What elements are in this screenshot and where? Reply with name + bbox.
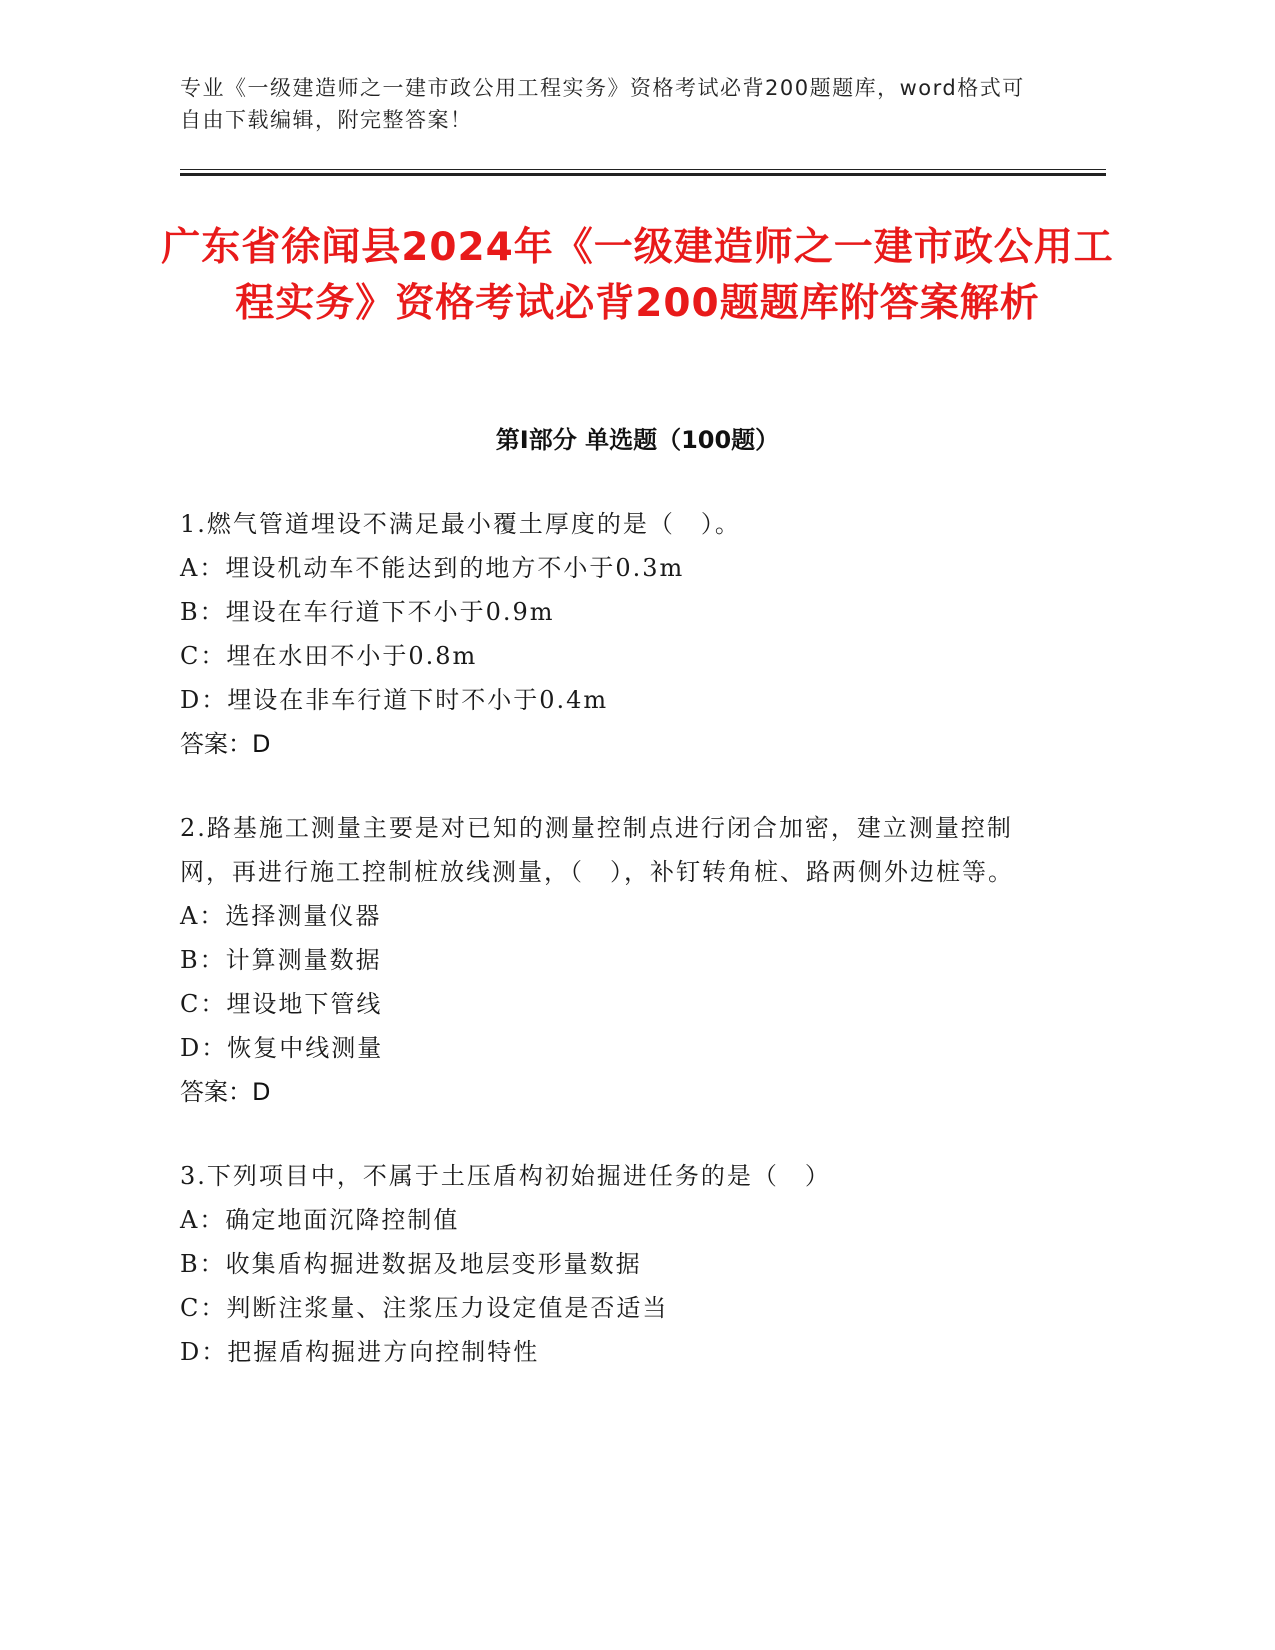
question-stem: 1.燃气管道埋设不满足最小覆土厚度的是（ ）。 bbox=[180, 510, 741, 538]
question-1 bbox=[180, 502, 1020, 766]
question-list bbox=[180, 502, 1020, 1414]
answer: 答案：D bbox=[180, 1078, 271, 1106]
option-a: A：确定地面沉降控制值 bbox=[180, 1206, 460, 1234]
option-d: D：埋设在非车行道下时不小于0.4m bbox=[180, 686, 609, 714]
question-stem: 2.路基施工测量主要是对已知的测量控制点进行闭合加密，建立测量控制网，再进行施工控制桩放线测量，（ ），补钉转角桩、路两侧外边桩等。 bbox=[180, 814, 1014, 886]
option-b: B：收集盾构掘进数据及地层变形量数据 bbox=[180, 1250, 642, 1278]
answer: 答案：D bbox=[180, 730, 271, 758]
option-a: A：埋设机动车不能达到的地方不小于0.3m bbox=[180, 554, 685, 582]
option-c: C：埋在水田不小于0.8m bbox=[180, 642, 478, 670]
document-title: 广东省徐闻县2024年《一级建造师之一建市政公用工程实务》资格考试必背200题题库附答案解析 bbox=[161, 225, 1114, 326]
option-a: A：选择测量仪器 bbox=[180, 902, 382, 930]
page-header: 专业《一级建造师之一建市政公用工程实务》资格考试必背200题题库，word格式可自由下载编辑，附完整答案！ bbox=[180, 76, 1025, 132]
option-b: B：计算测量数据 bbox=[180, 946, 382, 974]
question-3 bbox=[180, 1154, 1020, 1374]
option-b: B：埋设在车行道下不小于0.9m bbox=[180, 598, 555, 626]
question-stem: 3.下列项目中，不属于土压盾构初始掘进任务的是（ ） bbox=[180, 1162, 831, 1190]
section-heading: 第Ⅰ部分 单选题（100题） bbox=[495, 426, 780, 454]
question-2 bbox=[180, 806, 1020, 1114]
header-rule-thin bbox=[180, 169, 1106, 170]
option-d: D：恢复中线测量 bbox=[180, 1034, 384, 1062]
option-d: D：把握盾构掘进方向控制特性 bbox=[180, 1338, 540, 1366]
option-c: C：判断注浆量、注浆压力设定值是否适当 bbox=[180, 1294, 669, 1322]
header-rule-thick bbox=[180, 173, 1106, 176]
option-c: C：埋设地下管线 bbox=[180, 990, 383, 1018]
